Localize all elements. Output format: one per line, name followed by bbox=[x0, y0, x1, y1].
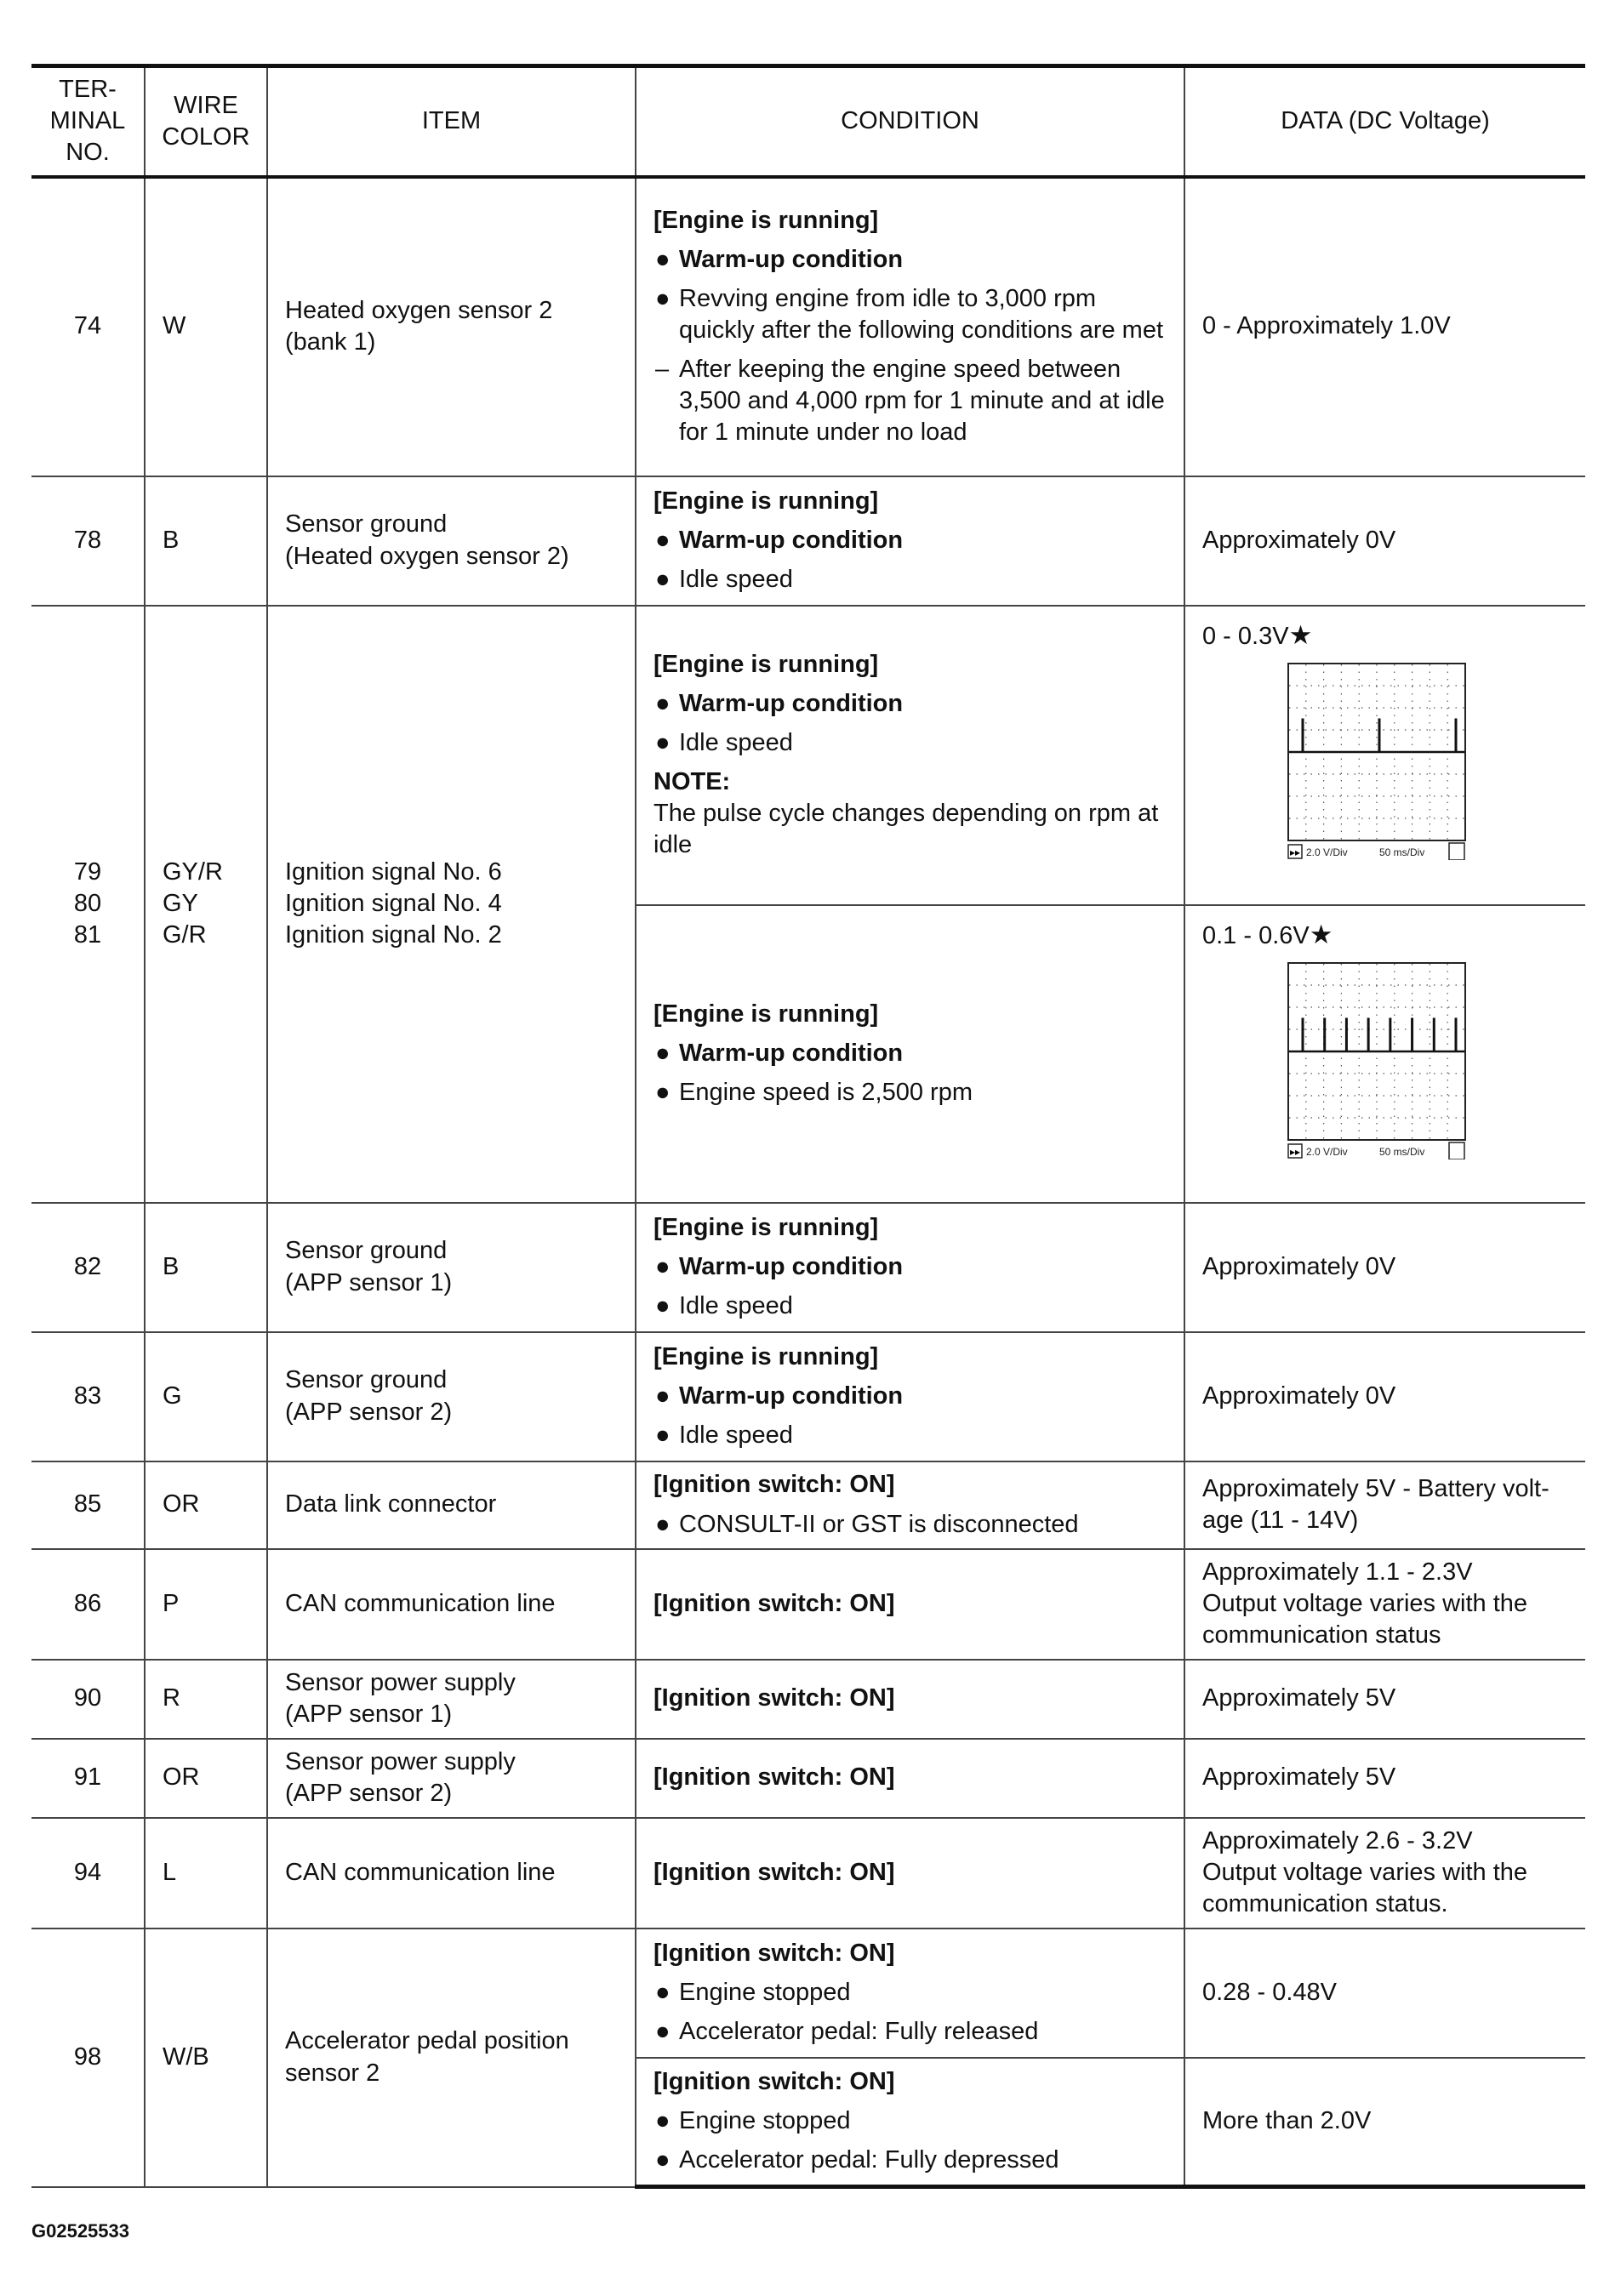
oscilloscope-waveform bbox=[1202, 952, 1568, 1165]
item-cell: Data link connector bbox=[267, 1461, 636, 1549]
condition-cell bbox=[636, 905, 1184, 1203]
terminal-number: 91 bbox=[31, 1739, 145, 1818]
terminal-number: 94 bbox=[31, 1818, 145, 1929]
scope-time-scale: 50 ms/Div bbox=[1379, 846, 1425, 858]
waveform-graphic bbox=[1287, 962, 1466, 1159]
item-cell: Sensor ground (Heated oxygen sensor 2) bbox=[267, 476, 636, 606]
wire-color: OR bbox=[145, 1739, 267, 1818]
table-row bbox=[31, 606, 1585, 905]
scope-volt-scale: 2.0 V/Div bbox=[1306, 1145, 1348, 1158]
table-row bbox=[31, 1549, 1585, 1660]
condition-heading: [Engine is running] bbox=[653, 650, 879, 678]
dash-icon: – bbox=[655, 356, 670, 384]
condition-bullet: ● CONSULT-II or GST is disconnected bbox=[653, 1509, 1167, 1541]
data-cell bbox=[1184, 606, 1585, 905]
condition-bullet: ● Warm-up condition bbox=[653, 244, 1167, 276]
oscilloscope-waveform bbox=[1202, 652, 1568, 865]
condition-bullet: ● Revving engine from idle to 3,000 rpm quickly after the following conditions are met bbox=[655, 284, 1164, 344]
wire-color: G bbox=[145, 1332, 267, 1461]
condition-cell bbox=[636, 606, 1184, 905]
condition-bullet: ● Warm-up condition bbox=[653, 525, 1167, 556]
run-arrow-icon: ▸▸ bbox=[1290, 1145, 1301, 1158]
scope-time-scale: 50 ms/Div bbox=[1379, 1145, 1425, 1158]
condition-bullet: ● Idle speed bbox=[653, 1420, 1167, 1451]
table-row bbox=[31, 476, 1585, 606]
header-wire-color: WIRE COLOR bbox=[145, 66, 267, 177]
bullet-icon: ● bbox=[655, 1382, 671, 1410]
table-row bbox=[31, 1461, 1585, 1549]
item-cell: Sensor ground (APP sensor 1) bbox=[267, 1203, 636, 1332]
item-cell: Sensor ground (APP sensor 2) bbox=[267, 1332, 636, 1461]
condition-heading: [Engine is running] bbox=[653, 1213, 879, 1241]
wire-color: B bbox=[145, 476, 267, 606]
bullet-icon: ● bbox=[655, 2107, 671, 2135]
condition-cell bbox=[636, 1549, 1184, 1660]
bullet-icon: ● bbox=[655, 1039, 671, 1067]
oscilloscope-screen bbox=[1202, 663, 1568, 860]
bullet-icon: ● bbox=[655, 689, 671, 717]
condition-bullet: ● Idle speed bbox=[653, 727, 1167, 759]
data-value: 0.28 - 0.48V bbox=[1184, 1929, 1585, 2058]
scope-indicator-box bbox=[1449, 1142, 1464, 1159]
condition-heading: [Engine is running] bbox=[653, 487, 879, 515]
data-value: Approximately 2.6 - 3.2V Output voltage varies with the communication status. bbox=[1184, 1818, 1585, 1929]
item-cell: Sensor power supply (APP sensor 1) bbox=[267, 1660, 636, 1739]
data-value: 0 - Approximately 1.0V bbox=[1184, 177, 1585, 476]
condition-heading: [Engine is running] bbox=[653, 206, 879, 234]
bullet-icon: ● bbox=[655, 1978, 671, 2006]
header-condition: CONDITION bbox=[636, 66, 1184, 177]
condition-heading: [Ignition switch: ON] bbox=[653, 1471, 895, 1499]
star-icon: ★ bbox=[1288, 619, 1313, 650]
condition-heading: [Ignition switch: ON] bbox=[653, 1763, 895, 1792]
condition-cell bbox=[636, 2058, 1184, 2187]
wire-color: L bbox=[145, 1818, 267, 1929]
data-value: Approximately 0V bbox=[1184, 1332, 1585, 1461]
terminal-number: 78 bbox=[31, 476, 145, 606]
header-terminal-no: TER- MINAL NO. bbox=[31, 66, 145, 177]
terminal-number: 86 bbox=[31, 1549, 145, 1660]
wire-color: GY/R GY G/R bbox=[145, 606, 267, 1203]
wire-color: R bbox=[145, 1660, 267, 1739]
bullet-icon: ● bbox=[655, 728, 671, 756]
condition-heading: [Ignition switch: ON] bbox=[653, 1939, 895, 1967]
condition-cell bbox=[636, 1818, 1184, 1929]
condition-heading: [Ignition switch: ON] bbox=[653, 1858, 895, 1886]
wire-color: OR bbox=[145, 1461, 267, 1549]
condition-heading: [Ignition switch: ON] bbox=[653, 2068, 895, 2096]
note-text: The pulse cycle changes depending on rpm at idle bbox=[653, 800, 1159, 859]
item-cell: CAN communication line bbox=[267, 1549, 636, 1660]
data-value: Approximately 5V bbox=[1184, 1739, 1585, 1818]
condition-heading: [Ignition switch: ON] bbox=[653, 1684, 895, 1712]
terminal-number: 98 bbox=[31, 1929, 145, 2187]
bullet-icon: ● bbox=[655, 245, 671, 273]
bullet-icon: ● bbox=[655, 2146, 671, 2174]
terminal-number: 83 bbox=[31, 1332, 145, 1461]
header-row bbox=[31, 66, 1585, 177]
condition-heading: [Engine is running] bbox=[653, 1342, 879, 1370]
bullet-icon: ● bbox=[655, 1079, 671, 1107]
scope-indicator-box bbox=[1449, 843, 1464, 860]
data-value: Approximately 1.1 - 2.3V Output voltage varies with the communication status bbox=[1184, 1549, 1585, 1660]
header-item: ITEM bbox=[267, 66, 636, 177]
condition-bullet: ● Warm-up condition bbox=[653, 1381, 1167, 1412]
table-row bbox=[31, 1929, 1585, 2058]
run-arrow-icon: ▸▸ bbox=[1290, 846, 1301, 858]
condition-bullet: ● Idle speed bbox=[653, 564, 1167, 595]
wire-color: B bbox=[145, 1203, 267, 1332]
table-row bbox=[31, 177, 1585, 476]
item-cell: Heated oxygen sensor 2 (bank 1) bbox=[267, 177, 636, 476]
note-label: NOTE: bbox=[653, 768, 731, 795]
data-value: Approximately 5V bbox=[1184, 1660, 1585, 1739]
figure-id: G02525533 bbox=[31, 2220, 129, 2242]
condition-heading: [Engine is running] bbox=[653, 1000, 879, 1028]
header-data: DATA (DC Voltage) bbox=[1184, 66, 1585, 177]
bullet-icon: ● bbox=[655, 1292, 671, 1320]
data-value: Approximately 5V - Battery volt- age (11 - 14V) bbox=[1184, 1461, 1585, 1549]
bullet-icon: ● bbox=[655, 1421, 671, 1450]
condition-cell bbox=[636, 1660, 1184, 1739]
item-cell: Ignition signal No. 6 Ignition signal No. 4 Ignition signal No. 2 bbox=[267, 606, 636, 1203]
condition-cell bbox=[636, 1739, 1184, 1818]
condition-cell bbox=[636, 1929, 1184, 2058]
condition-bullet: ● Accelerator pedal: Fully released bbox=[653, 2016, 1167, 2048]
terminal-number: 82 bbox=[31, 1203, 145, 1332]
condition-cell bbox=[636, 1332, 1184, 1461]
condition-cell bbox=[636, 177, 1184, 476]
data-value: 0 - 0.3V★ bbox=[1202, 619, 1313, 650]
data-value: 0.1 - 0.6V★ bbox=[1202, 919, 1333, 949]
condition-bullet: ● Warm-up condition bbox=[653, 688, 1167, 720]
condition-cell bbox=[636, 1203, 1184, 1332]
data-cell bbox=[1184, 905, 1585, 1203]
table-row bbox=[31, 1203, 1585, 1332]
bullet-icon: ● bbox=[655, 1510, 671, 1538]
table-row bbox=[31, 1660, 1585, 1739]
bullet-icon: ● bbox=[655, 526, 671, 554]
bullet-icon: ● bbox=[655, 566, 671, 594]
condition-bullet: ● Accelerator pedal: Fully depressed bbox=[653, 2145, 1167, 2176]
scope-volt-scale: 2.0 V/Div bbox=[1306, 846, 1348, 858]
item-cell: CAN communication line bbox=[267, 1818, 636, 1929]
condition-dash-item: – After keeping the engine speed between 3,500 and 4,000 rpm for 1 minute and at idle for 1 minute under no load bbox=[655, 356, 1165, 447]
condition-bullet: ● Engine stopped bbox=[653, 1977, 1167, 2008]
condition-heading: [Ignition switch: ON] bbox=[653, 1589, 895, 1617]
condition-bullet: ● Engine speed is 2,500 rpm bbox=[653, 1077, 1167, 1108]
bullet-icon: ● bbox=[655, 1252, 671, 1280]
wire-color: W/B bbox=[145, 1929, 267, 2187]
condition-bullet: ● Warm-up condition bbox=[653, 1038, 1167, 1069]
bullet-icon: ● bbox=[655, 2018, 671, 2046]
condition-bullet: ● Idle speed bbox=[653, 1290, 1167, 1322]
data-value: Approximately 0V bbox=[1184, 476, 1585, 606]
waveform-graphic bbox=[1287, 663, 1466, 860]
terminal-number: 85 bbox=[31, 1461, 145, 1549]
table-row bbox=[31, 1739, 1585, 1818]
condition-bullet: ● Warm-up condition bbox=[653, 1251, 1167, 1283]
item-cell: Sensor power supply (APP sensor 2) bbox=[267, 1739, 636, 1818]
data-value: Approximately 0V bbox=[1184, 1203, 1585, 1332]
item-cell: Accelerator pedal position sensor 2 bbox=[267, 1929, 636, 2187]
condition-cell bbox=[636, 476, 1184, 606]
condition-bullet: ● Engine stopped bbox=[653, 2105, 1167, 2137]
terminal-number: 74 bbox=[31, 177, 145, 476]
table-row bbox=[31, 1818, 1585, 1929]
wire-color: W bbox=[145, 177, 267, 476]
data-value: More than 2.0V bbox=[1184, 2058, 1585, 2187]
terminal-number: 90 bbox=[31, 1660, 145, 1739]
terminal-number: 79 80 81 bbox=[31, 606, 145, 1203]
wire-color: P bbox=[145, 1549, 267, 1660]
terminal-data-table bbox=[31, 64, 1585, 2189]
star-icon: ★ bbox=[1309, 919, 1333, 949]
table-row bbox=[31, 1332, 1585, 1461]
condition-cell bbox=[636, 1461, 1184, 1549]
oscilloscope-screen bbox=[1202, 962, 1568, 1159]
bullet-icon: ● bbox=[655, 284, 671, 312]
